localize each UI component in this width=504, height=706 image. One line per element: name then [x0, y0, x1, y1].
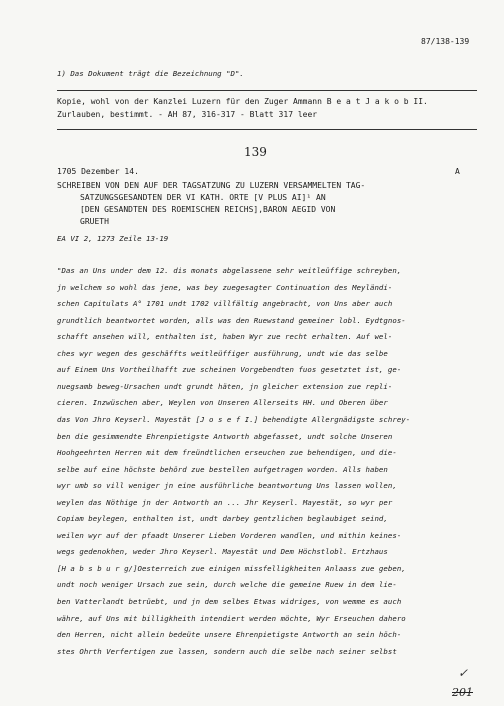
body-line: jn welchem so wohl das jene, was bey zuegesagter Continuation des Meyländi-	[57, 282, 393, 292]
handwritten-check-mark: ✓	[458, 666, 469, 680]
body-line: wegs gedenokhen, weder Jhro Keyserl. Mayestät und Dem Höchstlobl. Ertzhaus	[57, 547, 388, 557]
footnote: 1) Das Dokument trägt die Bezeichnung "D".	[57, 69, 244, 78]
source-reference: EA VI 2, 1273 Zeile 13-19	[57, 234, 169, 243]
copy-note-line-2: Zurlauben, bestimmt. - AH 87, 316-317 - Blatt 317 leer	[57, 110, 318, 119]
body-line: [H a b s b u r g/]Oesterreich zue einigen missfelligkheiten Anlaass zue geben,	[57, 563, 406, 573]
body-line: das Von Jhro Keyserl. Mayestät [J o s e f I.] behendigte Allergnädigste schrey-	[57, 414, 411, 424]
title-line-3: [DEN GESANDTEN DES ROEMISCHEN REICHS],BARON AEGID VON	[80, 205, 336, 214]
body-line: ben Vatterlandt betrüebt, und jn dem selbes Etwas widriges, von wemme es auch	[57, 597, 402, 606]
body-line: weylen das Nöthige jn der Antworth an ... Jhr Keyserl. Mayestät, so wyr per	[57, 497, 393, 507]
divider-top	[57, 90, 477, 91]
body-line: ben die gesimmendte Ehrenpietigste Antworth abgefasset, undt solche Unseren	[57, 431, 393, 441]
body-line: Hoohgeehrten Herren mit dem freündtlichen erseuchen zue behendigen, und die-	[57, 448, 397, 458]
body-line: wyr umb so vill weniger jn eine ausführliche beantwortung Uns lassen wollen,	[57, 481, 397, 491]
body-line: ches wyr wegen des geschäffts weitleüffiger ausführung, undt wie das selbe	[57, 348, 388, 358]
body-line: Copiam beylegen, enthalten ist, undt darbey gentzlichen beglaubiget seind,	[57, 514, 388, 524]
body-line: schafft ansehen will, enthalten ist, haben Wyr zue recht erhalten. Auf wel-	[57, 332, 393, 342]
body-line: selbe auf eine höchste behörd zue bestellen aufgetragen worden. Alls haben	[57, 464, 388, 474]
body-line: grundtlich beantwortet worden, alls was den Ruewstand gemeiner lobl. Eydtgnos-	[57, 315, 406, 325]
body-line: den Herren, nicht allein bedeüte unsere Ehrenpietigste Antworth an sein höch-	[57, 630, 402, 640]
body-line: weilen wyr auf der pfaadt Unserer Lieben Vorderen wandlen, und mithin keines-	[57, 530, 402, 540]
handwritten-folio-number: 201	[452, 686, 473, 699]
title-line-2: SATZUNGSGESANDTEN DER VI KATH. ORTE [V PLUS AI]¹ AN	[80, 193, 326, 202]
document-date: 1705 Dezember 14.	[57, 167, 139, 176]
title-line-4: GRUETH	[80, 217, 109, 226]
body-line: schen Capitulats A° 1701 undt 1702 villfältig angebracht, von Uns aber auch	[57, 299, 393, 309]
title-line-1: SCHREIBEN VON DEN AUF DER TAGSATZUNG ZU LUZERN VERSAMMELTEN TAG-	[57, 181, 366, 190]
body-line: auf Einem Uns Vortheilhafft zue scheinen Vorgebendten fuos gesetztet ist, ge-	[57, 365, 402, 375]
document-number: 139	[244, 145, 267, 159]
body-line: cieren. Inzwüschen aber, Weylen von Unseren Allerseits HH. und Oberen über	[57, 398, 388, 408]
page-reference: 87/138-139	[421, 37, 470, 46]
body-line: "Das an Uns under dem 12. dis monats abgelassene sehr weitleüffige schreyben,	[57, 266, 402, 275]
body-line: währe, auf Uns mit billigkheith intendiert werden möchte, Wyr Erseuchen dahero	[57, 613, 406, 623]
divider-bottom	[57, 129, 477, 130]
body-line: nuegsamb beweg-Ursachen undt grundt häten, jn gleicher extension zue repli-	[57, 381, 393, 391]
copy-note-line-1: Kopie, wohl von der Kanzlei Luzern für den Zuger Ammann B e a t J a k o b II.	[57, 97, 428, 106]
body-line: undt noch weniger Ursach zue sein, durch welche die gemeine Ruew in dem lie-	[57, 580, 397, 590]
document-letter: A	[455, 167, 460, 176]
body-line: stes Ohrth Verfertigen zue lassen, sondern auch die selbe nach seiner selbst	[57, 646, 397, 656]
